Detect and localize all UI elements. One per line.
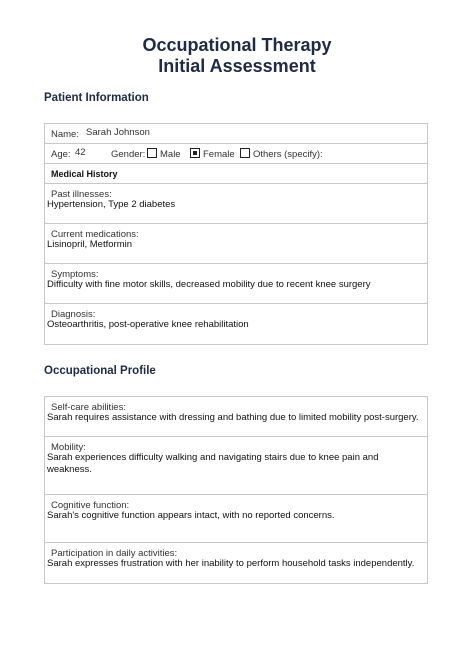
document-title-line1: Occupational Therapy: [142, 35, 332, 55]
diagnosis-field[interactable]: Osteoarthritis, post-operative knee rehabilitation: [47, 319, 249, 330]
self-care-label: Self-care abilities:: [51, 402, 126, 413]
daily-activities-label: Participation in daily activities:: [51, 548, 178, 559]
gender-option-male[interactable]: [145, 148, 181, 160]
name-label: Name:: [51, 129, 79, 140]
symptoms-field[interactable]: Difficulty with fine motor skills, decreased mobility due to recent knee surgery: [47, 279, 371, 290]
occupational-profile-heading: Occupational Profile: [44, 365, 156, 377]
female-label: Female: [203, 149, 235, 160]
self-care-field[interactable]: Sarah requires assistance with dressing and bathing due to limited mobility post-surgery.: [47, 412, 419, 423]
female-checkbox[interactable]: [190, 148, 200, 158]
age-label: Age:: [51, 149, 71, 160]
medical-history-heading: Medical History: [51, 169, 118, 179]
medical-history-row: [45, 164, 427, 184]
mobility-field[interactable]: Sarah experiences difficulty walking and navigating stairs due to knee pain and weakness.: [47, 452, 379, 475]
name-field[interactable]: Sarah Johnson: [86, 127, 150, 138]
symptoms-label: Symptoms:: [51, 269, 99, 280]
patient-information-heading: Patient Information: [44, 92, 149, 104]
current-medications-row: [45, 224, 427, 264]
document-title-line2: Initial Assessment: [158, 56, 316, 76]
name-row: [45, 124, 427, 144]
age-gender-row: [45, 144, 427, 164]
past-illnesses-label: Past illnesses:: [51, 189, 112, 200]
current-medications-field[interactable]: Lisinopril, Metformin: [47, 239, 132, 250]
self-care-row: [45, 397, 427, 437]
others-label: Others (specify):: [253, 149, 323, 160]
male-label: Male: [160, 149, 181, 160]
gender-label: Gender:: [111, 149, 146, 160]
daily-activities-row: [45, 543, 427, 583]
current-medications-label: Current medications:: [51, 229, 139, 240]
occupational-profile-form: [44, 396, 428, 584]
diagnosis-label: Diagnosis:: [51, 309, 96, 320]
male-checkbox[interactable]: [147, 148, 157, 158]
gender-option-others[interactable]: [238, 148, 323, 160]
cognitive-function-field[interactable]: Sarah's cognitive function appears intact, with no reported concerns.: [47, 510, 335, 521]
diagnosis-row: [45, 304, 427, 344]
cognitive-function-label: Cognitive function:: [51, 500, 130, 511]
daily-activities-field[interactable]: Sarah expresses frustration with her inability to perform household tasks independently.: [47, 558, 415, 569]
mobility-label: Mobility:: [51, 442, 86, 453]
past-illnesses-row: [45, 184, 427, 224]
others-checkbox[interactable]: [240, 148, 250, 158]
mobility-row: [45, 437, 427, 495]
age-field[interactable]: 42: [75, 147, 86, 158]
patient-information-form: [44, 123, 428, 345]
past-illnesses-field[interactable]: Hypertension, Type 2 diabetes: [47, 199, 176, 210]
symptoms-row: [45, 264, 427, 304]
cognitive-function-row: [45, 495, 427, 543]
gender-option-female[interactable]: [188, 148, 235, 160]
